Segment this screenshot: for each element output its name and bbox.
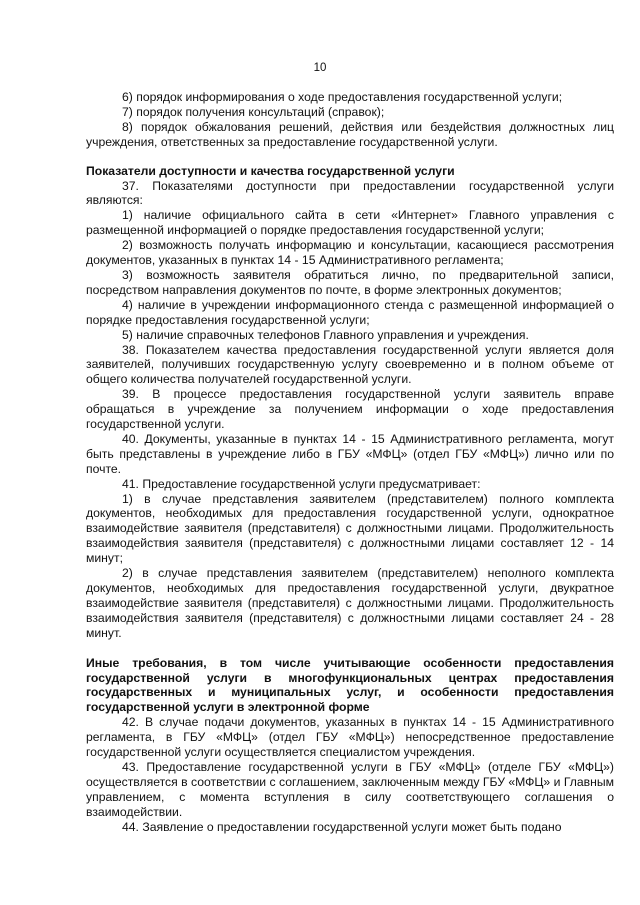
section-heading-other-requirements: Иные требования, в том числе учитывающие особенности предоставления государственной услуги в многофункциональных центрах предоставления государственных и муниципальных услуг, и особенности предоставления государственной услуги в электронной форме [86,655,614,715]
paragraph: 2) в случае представления заявителем (представителем) неполного комплекта документов, необходимых для предоставления государственной услуги, двукратное взаимодействие заявителя (представителя) с должностными лицами. Продолжительность взаимодействия заявителя (представителя) с должностными лицами составляет 24 - 28 минут. [86,566,614,640]
paragraph: 2) возможность получать информацию и консультации, касающиеся рассмотрения документов, указанных в пунктах 14 - 15 Административного регламента; [86,238,614,268]
document-body [86,90,614,835]
paragraph: 43. Предоставление государственной услуги в ГБУ «МФЦ» (отделе ГБУ «МФЦ») осуществляется в соответствии с соглашением, заключенным между ГБУ «МФЦ» и Главным управлением, с момента вступления в силу соответствующего соглашения о взаимодействии. [86,759,614,819]
paragraph: 8) порядок обжалования решений, действия или бездействия должностных лиц учреждения, ответственных за предоставление государственной услуги. [86,119,614,149]
paragraph: 4) наличие в учреждении информационного стенда с размещенной информацией о порядке предоставления государственной услуги; [86,297,614,327]
paragraph: 44. Заявление о предоставлении государственной услуги может быть подано [122,819,562,834]
page-number: 10 [313,62,327,74]
paragraph: 37. Показателями доступности при предоставлении государственной услуги являются: [86,178,614,208]
paragraph: 3) возможность заявителя обратиться лично, по предварительной записи, посредством направления документов по почте, в форме электронных документов; [86,267,614,297]
paragraph: 42. В случае подачи документов, указанных в пунктах 14 - 15 Административного регламента, в ГБУ «МФЦ» (отдел ГБУ «МФЦ») непосредственное предоставление государственной услуги осуществляется специалистом учреждения. [86,715,614,760]
paragraph: 38. Показателем качества предоставления государственной услуги является доля заявителей, получивших государственную услугу своевременно и в полном объеме от общего количества получателей государственной услуги. [86,342,614,387]
paragraph: 39. В процессе предоставления государственной услуги заявитель вправе обращаться в учреждение за получением информации о ходе предоставления государственной услуги. [86,387,614,432]
paragraph: 1) в случае представления заявителем (представителем) полного комплекта документов, необходимых для предоставления государственной услуги, однократное взаимодействие заявителя (представителя) с должностными лицами. Продолжительность взаимодействия заявителя (представителя) с должностными лицами составляет 12 - 14 минут; [86,491,614,566]
paragraph: 5) наличие справочных телефонов Главного управления и учреждения. [122,327,529,342]
paragraph: 40. Документы, указанные в пунктах 14 - 15 Административного регламента, могут быть представлены в учреждение либо в ГБУ «МФЦ» (отдел ГБУ «МФЦ») лично или по почте. [86,431,614,476]
paragraph: 41. Предоставление государственной услуги предусматривает: [122,476,481,491]
section-heading-accessibility: Показатели доступности и качества государственной услуги [86,163,455,178]
paragraph: 7) порядок получения консультаций (справок); [122,104,385,119]
paragraph: 1) наличие официального сайта в сети «Интернет» Главного управления с размещенной информацией о порядке предоставления государственной услуги; [86,208,614,238]
paragraph: 6) порядок информирования о ходе предоставления государственной услуги; [122,90,563,104]
